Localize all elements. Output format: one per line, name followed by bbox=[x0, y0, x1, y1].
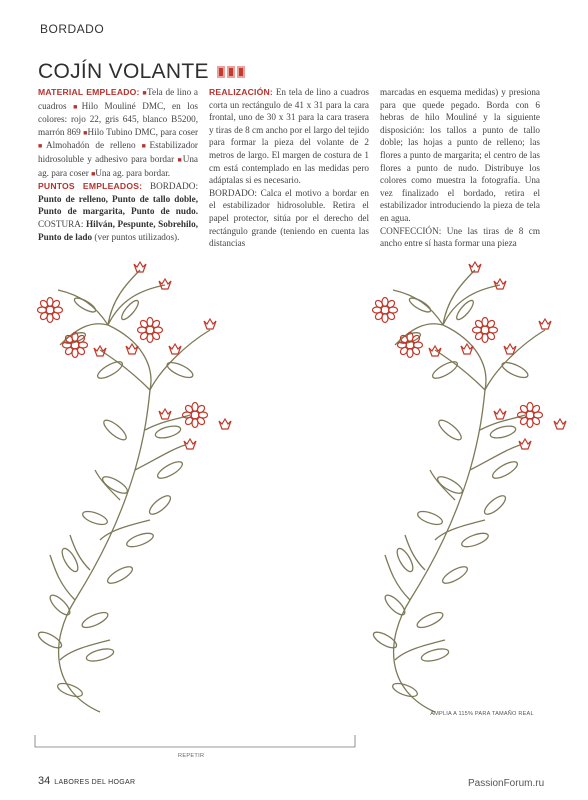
embroidery-text: BORDADO: Calca el motivo a bordar en el estabilizador hidrosoluble. Retira el papel protector, sitúa por el derecho del rectángulo grande (teniendo en cuenta las distancias bbox=[209, 187, 369, 249]
page-footer bbox=[38, 775, 135, 787]
realization-text: En tela de lino a cuadros corta un rectángulo de 41 x 31 para la cara frontal, uno de 30 x 31 para la cara trasera y tiras de 8 cm ancho por el largo del tejido para formar la pieza del volante de 2 metros de largo. El margen de costura de 1 cm está contemplado en las medidas pero adáptalas si es necesario. bbox=[209, 87, 369, 186]
assembly-text: CONFECCIÓN: Une las tiras de 8 cm ancho entre sí hasta formar una pieza bbox=[380, 225, 540, 249]
bullet-icon: ■ bbox=[73, 102, 82, 111]
right-motif bbox=[371, 270, 545, 712]
continued-text: marcadas en esquema medidas) y presiona para que quede pegado. Borda con 6 hebras de hilo Mouliné y la siguiente disposición: los tallos a punto de tallo doble; las hojas a punto de relleno; las flores a punto de margarita; el centro de las flores a punto de nudo. Distribuye los colores como muestra la fotografía. Una vez finalizado el bordado, retira el estabilizador introduciendo la pieza de tela en agua. bbox=[380, 87, 540, 223]
left-flowers bbox=[38, 262, 232, 449]
material-item: Hilo Mouliné DMC, en los colores: rojo 22, gris 645, blanco B5200, marrón 869 bbox=[38, 100, 199, 137]
repeat-label: REPETIR bbox=[178, 753, 205, 759]
realization-label: REALIZACIÓN: bbox=[209, 87, 273, 97]
material-item: Estabilizador hidrosoluble y adhesivo para bordar bbox=[38, 140, 198, 164]
material-item: Tela de lino a cuadros bbox=[38, 87, 199, 111]
section-label: BORDADO bbox=[40, 22, 105, 36]
stitches-note: (ver puntos utilizados). bbox=[94, 231, 180, 242]
watermark: PassionForum.ru bbox=[468, 778, 545, 789]
stitches-sewing: Hilván, Pespunte, Sobrehilo, Punto de lado bbox=[38, 218, 198, 242]
material-item: Almohadón de relleno bbox=[45, 140, 136, 151]
bullet-icon: ■ bbox=[141, 142, 150, 151]
material-item: Una ag. para bordar. bbox=[95, 167, 171, 178]
stitches-embroidery: Punto de relleno, Punto de tallo doble, Punto de margarita, Punto de nudo. bbox=[38, 193, 198, 217]
page-title: COJÍN VOLANTE bbox=[38, 60, 209, 83]
bullet-icon: ■ bbox=[91, 169, 96, 178]
scale-note: AMPLIA A 115% PARA TAMAÑO REAL bbox=[430, 711, 534, 717]
material-item: Hilo Tubino DMC, para coser bbox=[87, 126, 199, 137]
stitches-intro: BORDADO: bbox=[150, 181, 198, 192]
material-item: Una ag. para coser bbox=[38, 153, 198, 178]
bullet-icon: ■ bbox=[177, 155, 183, 164]
bullet-icon: ■ bbox=[83, 128, 88, 137]
bullet-icon: ■ bbox=[38, 142, 46, 151]
magazine-name: LABORES DEL HOGAR bbox=[54, 779, 136, 786]
bullet-icon: ■ bbox=[142, 89, 148, 97]
right-flowers bbox=[373, 262, 567, 449]
materials-label: MATERIAL EMPLEADO: bbox=[38, 87, 140, 97]
page-number: 34 bbox=[38, 775, 51, 787]
stitches-sewing-label: COSTURA: bbox=[38, 218, 84, 229]
stitches-label: PUNTOS EMPLEADOS: bbox=[38, 181, 143, 192]
repeat-bracket bbox=[34, 735, 356, 749]
left-motif bbox=[36, 270, 210, 712]
